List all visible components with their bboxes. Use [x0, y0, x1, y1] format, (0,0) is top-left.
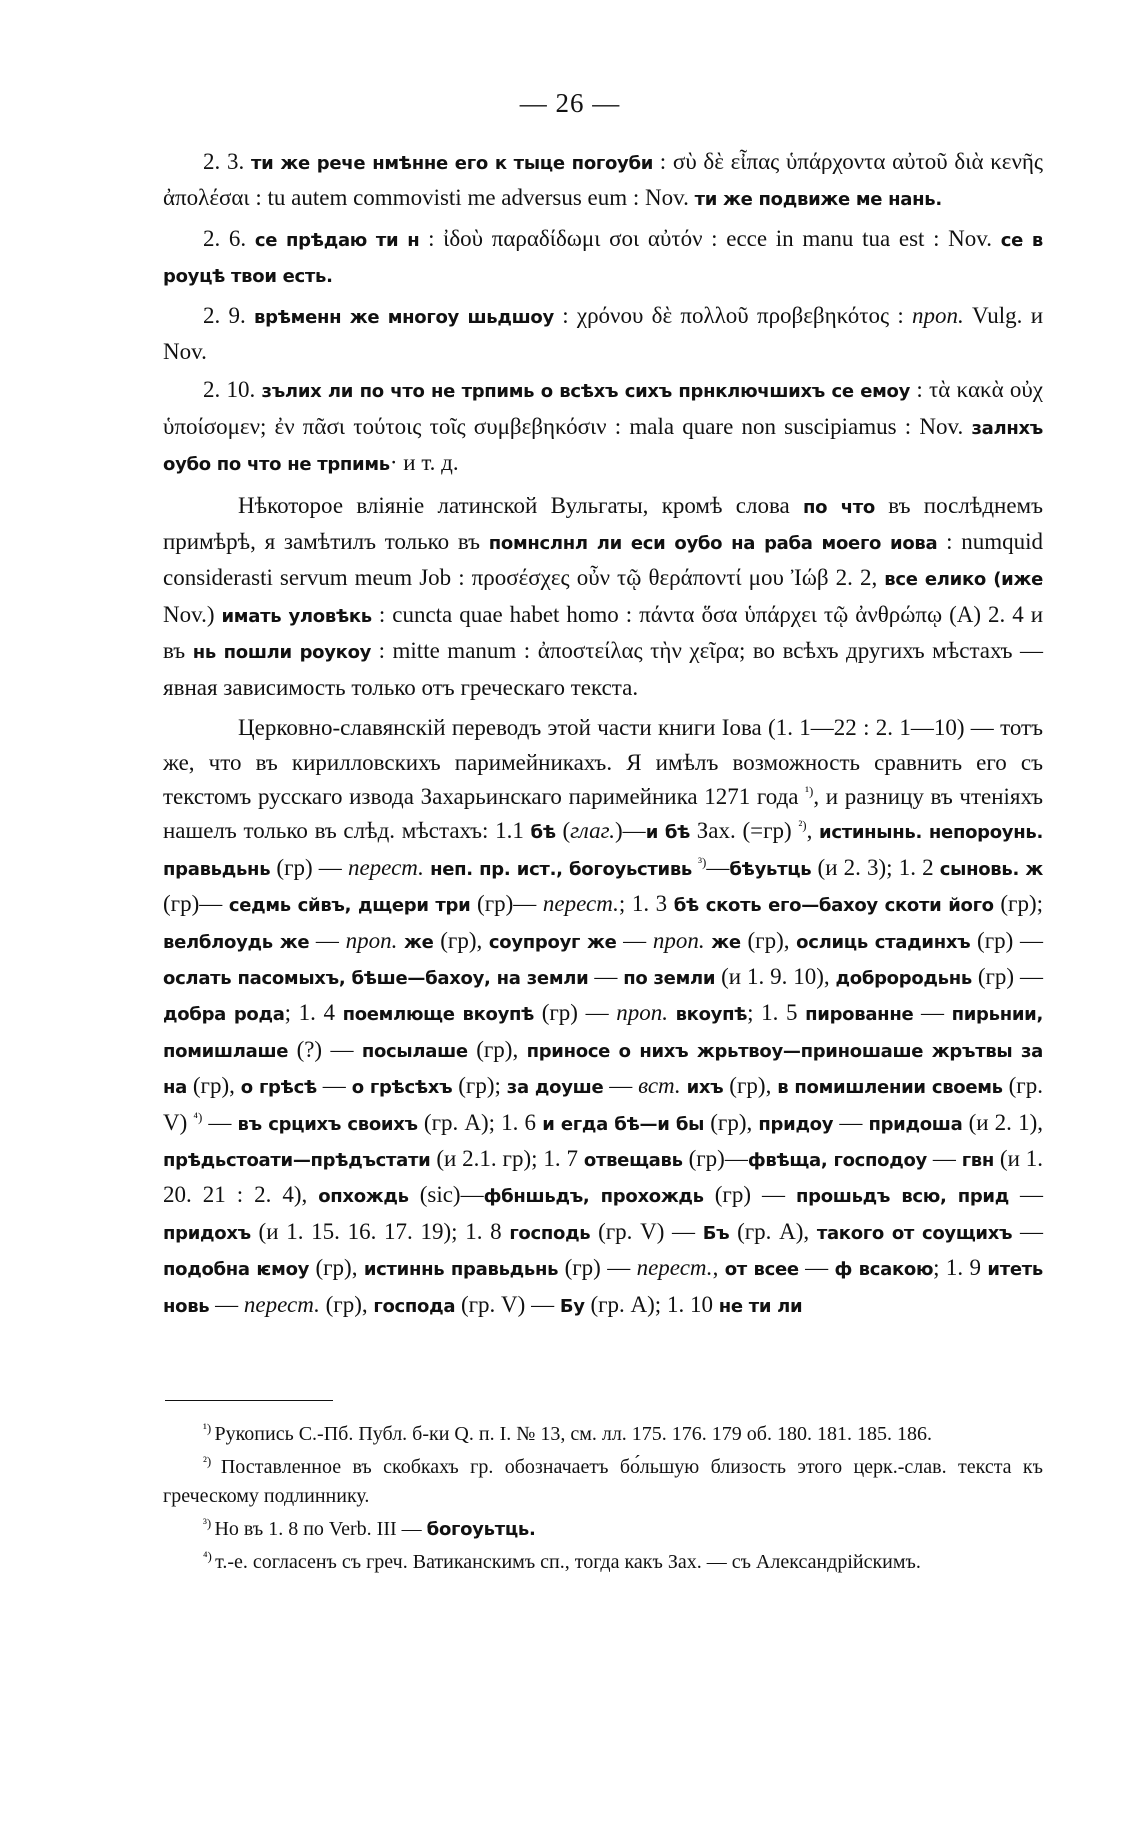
slavonic-quote: ти же подвиже ме нань.: [694, 189, 942, 211]
footnote-4: [163, 1548, 1043, 1577]
text-run: (гр)—: [682, 1145, 748, 1171]
text-run: : mitte manum : ἀποστείλας τὴν χεῖρα; во всѣхъ другихъ мѣстахъ — явная зависимость только отъ греческаго текста.: [163, 638, 1044, 700]
slavonic-quote: за доуше: [506, 1077, 604, 1099]
slavonic-quote: отвещавь: [583, 1149, 683, 1171]
text-run: (и 1. 9. 10),: [715, 963, 836, 989]
text-run: : σὺ δὲ εἶπας ὑπάρχοντα αὐτοῦ διὰ κενῆς ἀπολέσαι : tu autem commovisti me adversus eum : Nov.: [163, 149, 1044, 211]
text-run: —: [209, 1291, 244, 1317]
footnote-marker: ⁴): [193, 1108, 203, 1124]
footnote-divider: [165, 1400, 333, 1401]
text-run: —: [706, 854, 730, 880]
main-text: [163, 145, 1043, 1328]
slavonic-quote: по земли: [623, 967, 716, 989]
slavonic-quote: не ти ли: [718, 1295, 803, 1317]
paragraph-5: [163, 489, 1043, 705]
paragraph-3: [163, 299, 1043, 370]
text-run: перест.: [542, 891, 619, 917]
text-run: (гр),: [433, 927, 489, 953]
text-run: (гр),: [740, 927, 797, 953]
slavonic-quote: помнслнл ли еси оубо на рабa моего иова: [488, 533, 938, 555]
slavonic-quote: ослиць стадинхъ: [796, 931, 971, 953]
text-run: ; 1. 3: [618, 891, 674, 917]
text-run: Рукопись С.-Пб. Публ. б-ки Q. п. I. № 13, см. лл. 175. 176. 179 об. 180. 181. 185. 186.: [214, 1423, 932, 1445]
text-run: —: [798, 1255, 835, 1281]
footnotes: [163, 1420, 1043, 1581]
slavonic-quote: вкоупѣ: [675, 1004, 748, 1026]
text-run: —: [926, 1145, 962, 1171]
text-run: (гр),: [467, 1036, 527, 1062]
text-run: Нѣкоторое вліяніе латинской Вульгаты, кромѣ слова: [238, 492, 804, 518]
text-run: ,: [806, 818, 820, 844]
slavonic-quote: велблоудь же: [163, 931, 310, 953]
text-run: Nov.): [163, 601, 222, 627]
text-run: 2. 3.: [203, 149, 251, 174]
slavonic-quote: бѣ скоть его—бахоу скоти його: [673, 895, 994, 917]
text-run: —: [1012, 1218, 1043, 1244]
slavonic-quote: фвѣща, господоу: [747, 1149, 927, 1171]
slavonic-quote: нь пошли роукоу: [192, 642, 372, 664]
slavonic-quote: доброродьнь: [835, 967, 972, 989]
slavonic-quote: придоу: [758, 1113, 834, 1135]
slavonic-quote: пирьнии, помишлаше: [163, 1004, 1044, 1062]
text-run: —: [833, 1109, 869, 1135]
text-run: (гр. A); 1. 6: [417, 1109, 543, 1135]
text-run: (гр);: [452, 1073, 507, 1099]
text-run: перест.: [636, 1255, 713, 1281]
text-run: —: [913, 1000, 952, 1026]
text-run: (и 1. 15. 16. 17. 19); 1. 8: [250, 1218, 510, 1244]
slavonic-quote: прошьдъ всю, прид: [795, 1186, 1009, 1208]
text-run: (гр) —: [970, 927, 1043, 953]
text-run: (гр),: [704, 1109, 759, 1135]
slavonic-quote: соупроуг же: [488, 931, 617, 953]
text-run: въ послѣднемъ примѣрѣ, я замѣтилъ только въ: [163, 492, 1044, 555]
slavonic-quote: все елико (иже: [884, 569, 1043, 591]
slavonic-quote: господь: [509, 1222, 591, 1244]
slavonic-quote: придохъ: [163, 1222, 251, 1244]
text-run: (гр) —: [534, 1000, 617, 1026]
slavonic-quote: въ срцихъ своихъ: [237, 1113, 418, 1135]
text-run: : ἰδοὺ παραδίδωμι σοι αὐτόν : ecce in manu tua est : Nov.: [419, 225, 1001, 251]
slavonic-quote: и егда бѣ—и бы: [542, 1113, 705, 1135]
text-run: —: [616, 927, 653, 953]
slavonic-quote: бѣуьтць: [729, 858, 812, 880]
text-run: ; 1. 9: [933, 1255, 988, 1281]
text-run: : τὰ κακὰ οὐχ ὑποίσομεν; ἐν πᾶσι τούτοις τοῖς συμβεβηκόσιν : mala quare non suscipiamus : Nov.: [163, 377, 1044, 439]
footnote-marker: ¹): [805, 783, 814, 799]
text-run: (гр. V): [163, 1073, 1043, 1135]
slavonic-quote: же: [404, 931, 434, 953]
text-run: (гр)—: [163, 891, 229, 917]
footnote-marker: ³): [203, 1515, 215, 1531]
text-run: [668, 1000, 676, 1025]
text-run: ; 1. 4: [284, 1000, 343, 1026]
slavonic-quote: итеть новь: [163, 1259, 1043, 1317]
text-run: (гр);: [993, 891, 1043, 917]
slavonic-quote: ослать пасомыхъ, бѣше—бахоу, на земли: [163, 967, 589, 989]
text-run: —: [309, 927, 346, 953]
slavonic-quote: о грѣсѣхъ: [351, 1077, 453, 1099]
footnote-1: [163, 1420, 1043, 1449]
footnote-marker: ²): [798, 817, 807, 833]
paragraph-2: [163, 222, 1043, 295]
text-run: глаг.: [570, 818, 616, 844]
slavonic-quote: господа: [373, 1295, 456, 1317]
slavonic-quote: о грѣсѣ: [240, 1077, 317, 1099]
slavonic-quote: ихъ: [686, 1077, 724, 1099]
paragraph-6: [163, 711, 1043, 1324]
text-run: —: [316, 1073, 352, 1099]
text-run: (и 2. 1),: [962, 1109, 1043, 1135]
slavonic-quote: залнхъ оубо по что не трпимь: [163, 417, 1043, 476]
paragraph-1: [163, 145, 1043, 218]
slavonic-quote: Бу: [559, 1295, 585, 1317]
slavonic-quote: врѣменн же многоу шьдшоу: [254, 306, 554, 328]
text-run: (гр) —: [703, 1182, 796, 1208]
slavonic-quote: истиннь правьдьнь: [363, 1259, 559, 1281]
text-run: проп.: [912, 302, 964, 328]
text-run: : numquid considerasti servum meum Job : προσέσχες οὖν τῷ θεράποντί μου Ἰώβ 2. 2,: [163, 529, 1043, 591]
text-run: (: [555, 818, 571, 844]
slavonic-quote: по что: [803, 496, 876, 518]
text-run: : χρόνου δὲ πολλοῦ προβεβηκότος :: [553, 302, 913, 328]
slavonic-quote: поемлюще вкоупѣ: [342, 1004, 535, 1026]
footnote-marker: ²): [203, 1453, 221, 1469]
text-run: т.-е. согласенъ съ греч. Ватиканскимъ сп., тогда какъ Зах. — съ Александрійскимъ.: [215, 1551, 921, 1573]
text-run: Vulg. и Nov.: [163, 302, 1044, 365]
slavonic-quote: приносе о нихъ жрьтвоу—приношаше жрътвы за на: [163, 1040, 1043, 1099]
slavonic-quote: опхождь: [318, 1186, 409, 1208]
slavonic-quote: ти же рече нмѣнне его к тыце погоуби: [250, 153, 654, 174]
text-run: 2. 9.: [203, 302, 255, 328]
slavonic-quote: Бъ: [702, 1222, 730, 1244]
slavonic-quote: истинынь. непороунь. правьдьнь: [163, 822, 1043, 880]
text-run: )—: [615, 818, 646, 844]
text-run: (и 2.1. гр); 1. 7: [430, 1145, 584, 1171]
text-run: (гр)—: [470, 891, 543, 917]
slavonic-quote: ф всакою: [834, 1259, 934, 1281]
text-run: —: [588, 963, 624, 989]
slavonic-quote: имать уловѣкь: [221, 605, 372, 627]
slavonic-quote: пированне: [805, 1004, 914, 1026]
text-run: (гр. A),: [729, 1218, 817, 1244]
slavonic-quote: же: [711, 931, 741, 953]
text-run: Зах. (=гр): [690, 818, 799, 844]
text-run: (гр. A); 1. 10: [584, 1291, 719, 1317]
slavonic-quote: фбншьдъ, прохождь: [483, 1186, 704, 1208]
text-run: 2. 10.: [203, 377, 262, 403]
text-run: · и т. д.: [389, 450, 459, 476]
slavonic-quote: зълих ли по что не трпимь о всѣхъ сихъ прнключшихъ се емоу: [261, 381, 911, 403]
page-number: — 26 —: [519, 88, 621, 118]
text-run: (гр),: [723, 1073, 778, 1099]
text-run: (и 1. 20. 21 : 2. 4),: [163, 1145, 1043, 1208]
text-run: Поставленное въ скобкахъ гр. обозначаетъ бо́льшую близость этого церк.-слав. текста къ греческому подлиннику.: [163, 1456, 1043, 1507]
text-run: (гр),: [309, 1255, 364, 1281]
slavonic-quote: прѣдьстоати—прѣдъстати: [163, 1149, 431, 1171]
text-run: (гр. V) —: [455, 1291, 560, 1317]
text-run: , и разницу въ чтеніяхъ нашелъ только въ слѣд. мѣстахъ: 1.1: [163, 783, 1043, 844]
text-run: (гр) —: [270, 854, 348, 880]
text-run: (sic)—: [408, 1182, 484, 1208]
text-run: проп.: [652, 927, 705, 953]
text-run: (гр),: [186, 1073, 241, 1099]
text-run: перест.: [347, 854, 424, 880]
text-run: Церковно-славянскій переводъ этой части книги Іова (1. 1—22 : 2. 1—10) — тотъ же, что въ кирилловскихъ паримейникахъ. Я имѣлъ возможность сравнить его съ текстомъ русскаго извода Захарьинскаго паримейника 1271 года: [163, 715, 1043, 809]
slavonic-quote: и бѣ: [645, 822, 691, 844]
text-run: 2. 6.: [203, 225, 255, 251]
text-run: —: [603, 1073, 639, 1099]
slavonic-quote: неп. пр. ист., богоуьстивь: [430, 858, 693, 880]
footnote-marker: ³): [698, 854, 707, 870]
slavonic-quote: седмь сйвъ, дщери три: [228, 895, 471, 917]
text-run: (гр) —: [971, 963, 1043, 989]
slavonic-quote: сыновь. ж: [939, 858, 1043, 880]
text-run: вст.: [638, 1073, 681, 1099]
slavonic-quote: се прѣдаю ти н: [254, 229, 420, 251]
text-run: (и 2. 3); 1. 2: [811, 854, 940, 880]
text-run: перест.: [243, 1291, 320, 1317]
text-run: проп.: [345, 927, 398, 953]
text-run: —: [202, 1109, 238, 1135]
text-run: (?) —: [288, 1036, 362, 1062]
slavonic-quote: придоша: [868, 1113, 963, 1135]
slavonic-quote: добра рода: [163, 1004, 285, 1026]
slavonic-quote: богоуьтць.: [426, 1519, 536, 1540]
slavonic-quote: бѣ: [530, 822, 556, 844]
text-run: (гр. V) —: [590, 1218, 703, 1244]
slavonic-quote: посылаше: [361, 1040, 468, 1062]
slavonic-quote: в помишлении своемь: [777, 1077, 1003, 1099]
footnote-marker: ⁴): [203, 1548, 216, 1564]
footnote-marker: ¹): [203, 1420, 215, 1436]
slavonic-quote: от всее: [724, 1259, 799, 1281]
text-run: Но въ 1. 8 по Verb. III —: [214, 1518, 427, 1540]
text-run: (гр),: [319, 1291, 374, 1317]
footnote-2: [163, 1453, 1043, 1511]
text-run: ,: [712, 1255, 725, 1281]
slavonic-quote: подобна ѥмоу: [163, 1259, 310, 1281]
text-run: : cuncta quae habet homo : πάντα ὅσα ὑπάρχει τῷ ἀνθρώπῳ (A) 2. 4 и въ: [163, 601, 1044, 664]
slavonic-quote: такого от соущихъ: [816, 1222, 1013, 1244]
text-run: проп.: [616, 1000, 668, 1026]
slavonic-quote: се в роуцѣ твои есть.: [163, 229, 1044, 288]
text-run: ; 1. 5: [747, 1000, 806, 1026]
footnote-3: [163, 1515, 1043, 1544]
text-run: —: [1009, 1182, 1043, 1208]
slavonic-quote: гвн: [961, 1149, 995, 1171]
text-run: (гр) —: [558, 1255, 637, 1281]
paragraph-4: [163, 373, 1043, 482]
